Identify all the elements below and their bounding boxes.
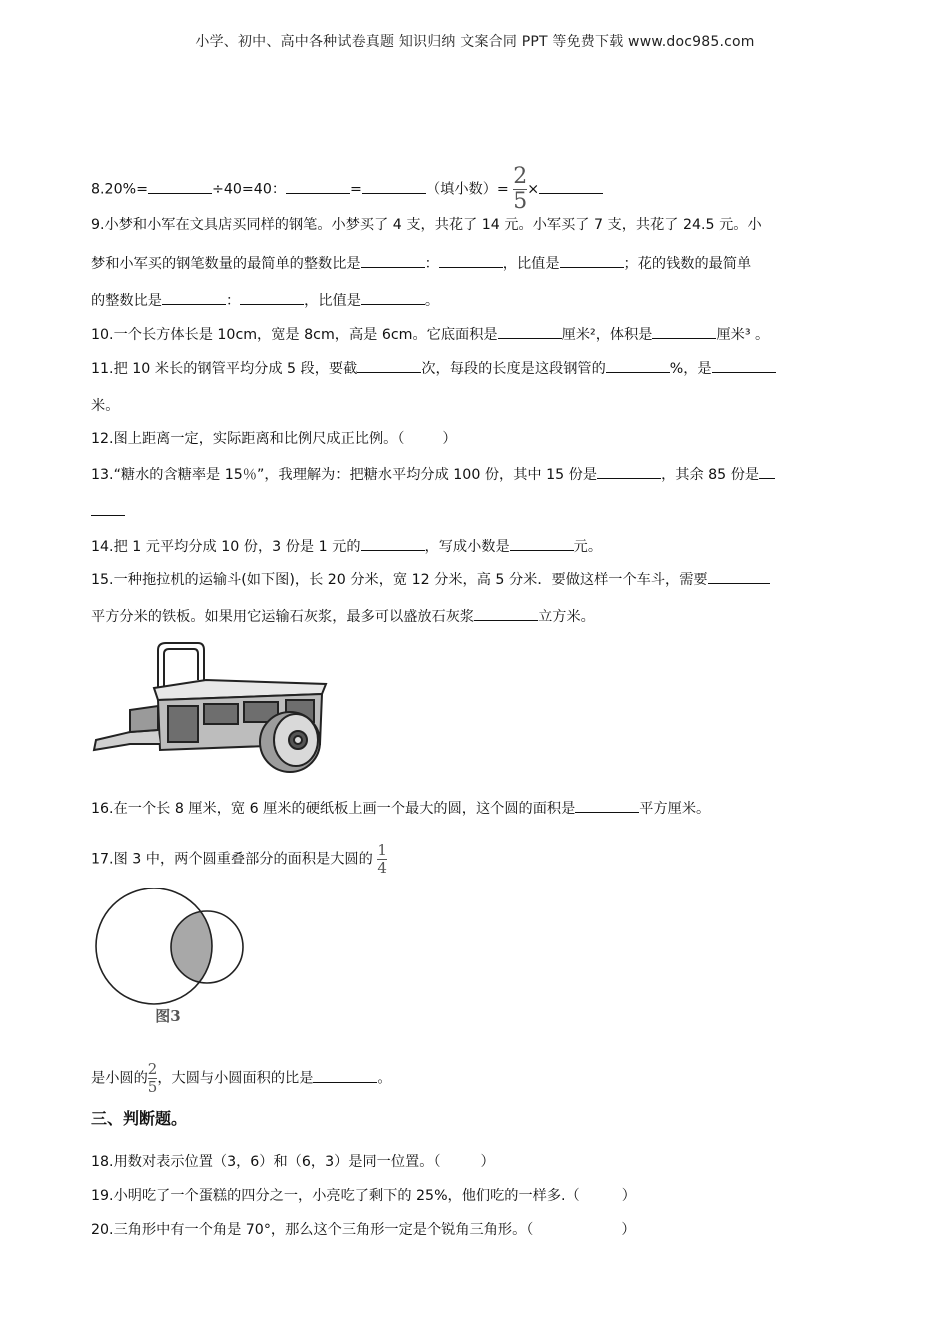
answer-blank[interactable] (708, 569, 770, 584)
fraction-two-fifths: $\frac{2}{5}$ (513, 164, 528, 214)
overlapping-circles-figure (88, 888, 248, 1028)
answer-blank[interactable] (91, 501, 125, 516)
question-9-line-1: 9.小梦和小军在文具店买同样的钢笔。小梦买了 4 支，共花了 14 元。小军买了 7 支，共花了 24.5 元。小 (91, 217, 762, 233)
answer-blank[interactable] (148, 179, 212, 194)
answer-blank[interactable] (560, 253, 624, 268)
question-14: 14.把 1 元平均分成 10 份，3 份是 1 元的 ，写成小数是 元。 (91, 536, 602, 557)
answer-blank[interactable] (240, 290, 304, 305)
answer-blank[interactable] (597, 464, 661, 479)
answer-blank[interactable] (361, 290, 425, 305)
answer-blank[interactable] (361, 253, 425, 268)
answer-blank[interactable] (361, 536, 425, 551)
question-12: 12.图上距离一定，实际距离和比例尺成正比例。（ ） (91, 431, 457, 447)
question-13-line-2 (91, 501, 125, 522)
page-header: 小学、初中、高中各种试卷真题 知识归纳 文案合同 PPT 等免费下载 www.doc985.com (195, 34, 755, 50)
question-9-line-3: 的整数比是 ： ，比值是 。 (91, 290, 439, 311)
question-18: 18.用数对表示位置（3，6）和（6，3）是同一位置。（ ） (91, 1154, 495, 1170)
question-13-line-1: 13.“糖水的含糖率是 15％”，我理解为：把糖水平均分成 100 份，其中 15 份是 ，其余 85 份是 (91, 464, 775, 485)
tractor-cart-figure (90, 640, 330, 775)
answer-blank[interactable] (313, 1068, 377, 1083)
question-9-line-2: 梦和小军买的钢笔数量的最简单的整数比是 ： ，比值是 ；花的钱数的最简单 (91, 253, 751, 274)
section-heading: 三、判断题。 (91, 1109, 188, 1128)
question-15-line-2: 平方分米的铁板。如果用它运输石灰浆，最多可以盛放石灰浆 立方米。 (91, 606, 595, 627)
answer-blank[interactable] (286, 179, 350, 194)
fraction-two-fifths-small: $\frac{2}{5}$ (147, 1060, 158, 1096)
answer-blank[interactable] (362, 179, 426, 194)
figure-label: 图3 (155, 1007, 181, 1025)
answer-blank[interactable] (575, 798, 639, 813)
answer-blank[interactable] (510, 536, 574, 551)
question-11-line-1: 11.把 10 米长的钢管平均分成 5 段，要截 次，每段的长度是这段钢管的 %，是 (91, 358, 776, 379)
question-16: 16.在一个长 8 厘米，宽 6 厘米的硬纸板上画一个最大的圆，这个圆的面积是 平方厘米。 (91, 798, 710, 819)
answer-blank[interactable] (439, 253, 503, 268)
answer-blank[interactable] (474, 606, 538, 621)
question-17-line-1: 17.图 3 中，两个圆重叠部分的面积是大圆的 $\frac{1}{4}$ (91, 841, 387, 877)
question-20: 20.三角形中有一个角是 70°，那么这个三角形一定是个锐角三角形。（ ） (91, 1222, 636, 1238)
question-17-line-2: 是小圆的 $\frac{2}{5}$ ，大圆与小圆面积的比是 。 (91, 1060, 392, 1096)
answer-blank[interactable] (162, 290, 226, 305)
answer-blank[interactable] (759, 464, 775, 479)
answer-blank[interactable] (652, 324, 716, 339)
fraction-one-quarter: $\frac{1}{4}$ (377, 841, 387, 877)
question-10: 10.一个长方体长是 10cm，宽是 8cm，高是 6cm。它底面积是 厘米²，体积是 厘米³ 。 (91, 324, 769, 345)
question-8: 8.20%= ÷40=40： = （填小数）= $\frac{2}{5}$ × (91, 166, 603, 213)
answer-blank[interactable] (357, 358, 421, 373)
question-11-line-2: 米。 (91, 398, 120, 414)
answer-blank[interactable] (498, 324, 562, 339)
question-19: 19.小明吃了一个蛋糕的四分之一，小亮吃了剩下的 25%，他们吃的一样多.（ ） (91, 1188, 636, 1204)
answer-blank[interactable] (712, 358, 776, 373)
question-15-line-1: 15.一种拖拉机的运输斗(如下图)，长 20 分米，宽 12 分米，高 5 分米．要做这样一个车斗，需要 (91, 569, 770, 590)
answer-blank[interactable] (606, 358, 670, 373)
answer-blank[interactable] (539, 179, 603, 194)
